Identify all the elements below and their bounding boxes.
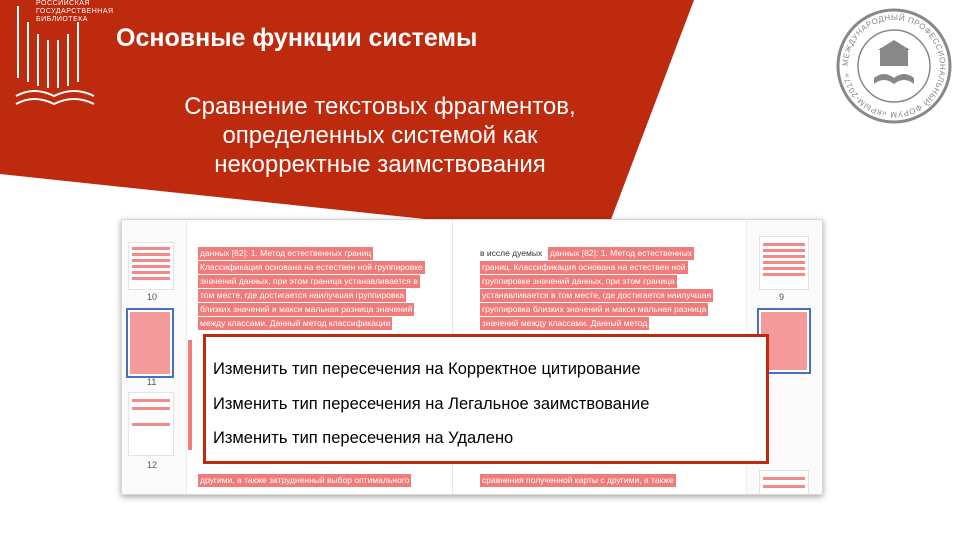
subtitle-line: некорректные заимствования: [214, 151, 546, 178]
highlighted-text-line[interactable]: значений данных, при этом граница устанавливается в: [200, 276, 418, 286]
slide-title: Основные функции системы: [116, 24, 478, 52]
marker-bar: [188, 340, 192, 450]
highlighted-text-line[interactable]: между классами. Данный метод классификации: [200, 318, 391, 328]
page-thumbnail[interactable]: [128, 392, 174, 456]
menu-item-legal-borrowing[interactable]: Изменить тип пересечения на Легальное заимствование: [213, 395, 650, 413]
page-thumbnail-selected[interactable]: [126, 308, 174, 378]
page-number: 10: [147, 292, 158, 302]
highlighted-text-line[interactable]: данных [82]: 1. Метод естественных границ: [200, 248, 372, 258]
page-thumbnail[interactable]: [128, 242, 174, 290]
highlighted-text-line[interactable]: группировка близких значений и макси мальная разница: [482, 304, 707, 314]
menu-item-correct-citation[interactable]: Изменить тип пересечения на Корректное цитирование: [213, 360, 641, 378]
highlighted-text-line[interactable]: близких значений и макси мальная разница значений: [200, 304, 413, 314]
highlighted-text-line[interactable]: границ. Классификация основана на естествен ной: [482, 262, 686, 272]
highlighted-text-line[interactable]: другими, а также затрудненный выбор оптимального: [200, 475, 410, 485]
highlighted-text-line[interactable]: Классификация основана на естествен ной группировке: [200, 262, 423, 272]
page-thumbnail[interactable]: [759, 236, 809, 290]
slide-subtitle: [120, 92, 640, 179]
page-number: 9: [779, 292, 785, 302]
page-number: 12: [147, 460, 158, 470]
subtitle-line: Сравнение текстовых фрагментов,: [184, 93, 576, 120]
highlighted-text-line[interactable]: том месте, где достигается наилучшая группировка: [200, 290, 405, 300]
highlighted-text-line[interactable]: устанавливается в том месте, где достигается наилучшая: [482, 290, 712, 300]
left-page-thumbnails: [122, 220, 187, 494]
page-thumbnail[interactable]: [759, 470, 809, 495]
intersection-type-context-menu: [203, 334, 769, 464]
library-name-line: БИБЛИОТЕКА: [36, 16, 88, 23]
svg-text:МЕЖДУНАРОДНЫЙ ПРОФЕССИОНАЛЬНЫЙ: МЕЖДУНАРОДНЫЙ ПРОФЕССИОНАЛЬНЫЙ ФОРУМ «КРЫМ-2017»: [840, 12, 948, 120]
library-name-line: РОССИЙСКАЯ: [36, 0, 90, 7]
library-name: [36, 0, 114, 24]
menu-item-deleted[interactable]: Изменить тип пересечения на Удалено: [213, 429, 514, 447]
library-name-line: ГОСУДАРСТВЕННАЯ: [36, 8, 114, 15]
highlighted-text-line[interactable]: данных [82]: 1. Метод естественных: [550, 248, 692, 258]
highlighted-text-line[interactable]: значений между классами. Данный метод: [482, 318, 648, 328]
text-fragment: в иссле дуемых: [480, 248, 543, 258]
highlighted-text-line[interactable]: группировке значений данных, при этом граница: [482, 276, 675, 286]
forum-seal-logo: [834, 6, 954, 126]
highlighted-text-line[interactable]: сравнения полученной карты с другими, а также: [482, 475, 674, 485]
subtitle-line: определенных системой как: [222, 122, 538, 149]
library-logo: [12, 0, 112, 112]
page-number: 11: [147, 377, 157, 387]
